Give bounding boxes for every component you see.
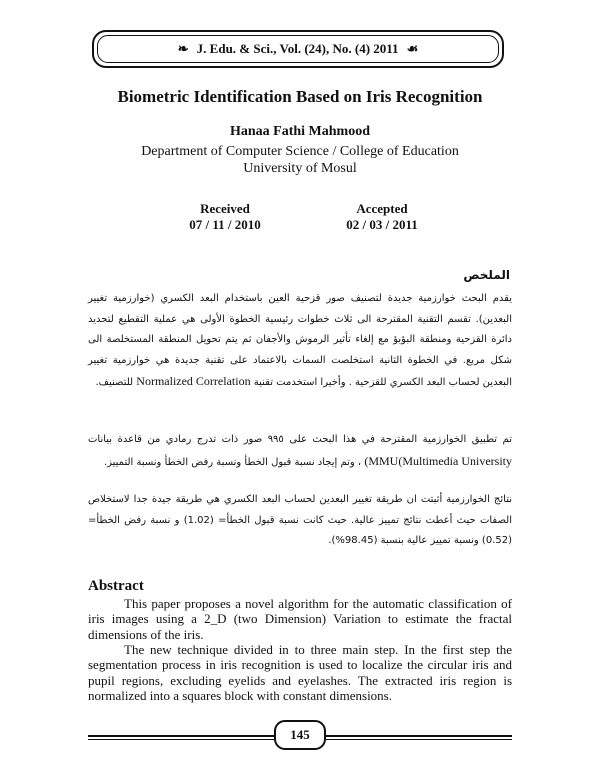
received-date (180, 201, 270, 233)
arabic-p2-text: تم تطبيق الخوارزمية المقترحة في هذا البحث على ٩٩٥ صور ذات تدرج رمادي من قاعدة بيانات (88, 434, 512, 445)
abstract-paragraph-1: This paper proposes a novel algorithm for the automatic classification of iris images using a 2_D (two Dimension) Variation to estimate the fractal dimensions of the iris. (88, 596, 512, 642)
received-label: Received (200, 201, 250, 216)
arabic-p1-latin-term: Normalized Correlation (136, 374, 251, 389)
arabic-abstract-paragraph-2 (88, 430, 512, 473)
arabic-p1-end: للتصنيف. (95, 377, 134, 389)
ornament-left-icon: ❧ (177, 41, 189, 56)
abstract-heading: Abstract (88, 578, 144, 594)
arabic-p2-end: ، وتم إيجاد نسبة قبول الخطأ ونسبة رفض الخطأ ونسبة التمييز. (103, 456, 362, 468)
journal-citation: J. Edu. & Sci., Vol. (24), No. (4) 2011 (196, 41, 399, 56)
arabic-abstract-paragraph-3: نتائج الخوارزمية أثبتت ان طريقة تغيير البعدين لحساب البعد الكسري هي طريقة جيدة جدا لاستخلاص الصفات حيث أعطت نتائج تمييز عالية. حيث كانت نسبة قبول الخطأ= (1.02) و نسبة رفض الخطأ= (0.52) ونسبة تمييز عالية بنسبة (98.45%). (88, 494, 512, 547)
accepted-value: 02 / 03 / 2011 (346, 217, 418, 232)
arabic-p2-latin-term: (MMU(Multimedia University (364, 453, 512, 468)
arabic-abstract-heading: الملخص (463, 268, 510, 282)
journal-header-banner (92, 30, 504, 68)
ornament-right-icon: ☙ (406, 41, 419, 56)
received-value: 07 / 11 / 2010 (189, 217, 261, 232)
arabic-abstract-paragraph-1 (88, 289, 512, 394)
accepted-date (322, 201, 442, 233)
page-number: 145 (274, 720, 326, 750)
arabic-p1-text: يقدم البحث خوارزمية جديدة لتصنيف صور قزحية العين باستخدام البعد الكسري (خوارزمية تغيير البعدين). تقسم التقنية المقترحة الى ثلاث خطوات رئيسية الخطوة الأولى هي عملية التقطيع لتحديد دائرة القزحية ومنطقة البؤبؤ مع إلغاء تأثير الرموش والأجفان ثم يتم تحويل المنطقة المستخلصة الى شكل مربع. في الخطوة الثانية استخلصت السمات بالاعتماد على تقنية جديدة هي خوارزمية تغيير البعدين لحساب البعد الكسري للقزحية . وأخيرا استخدمت تقنية (88, 293, 512, 389)
paper-title: Biometric Identification Based on Iris Recognition (117, 87, 483, 106)
abstract-paragraph-2: The new technique divided in to three main step. In the first step the segmentation process in iris recognition is used to localize the circular iris and pupil regions, excluding eyelids and eyelashes. The extracted iris region is normalized into a squares block with constant dimensions. (88, 642, 512, 703)
author-department: Department of Computer Science / College of Education (141, 144, 459, 159)
author-university: University of Mosul (243, 161, 357, 176)
author-affiliation (0, 143, 600, 177)
accepted-label: Accepted (356, 201, 408, 216)
author-name: Hanaa Fathi Mahmood (229, 124, 370, 139)
